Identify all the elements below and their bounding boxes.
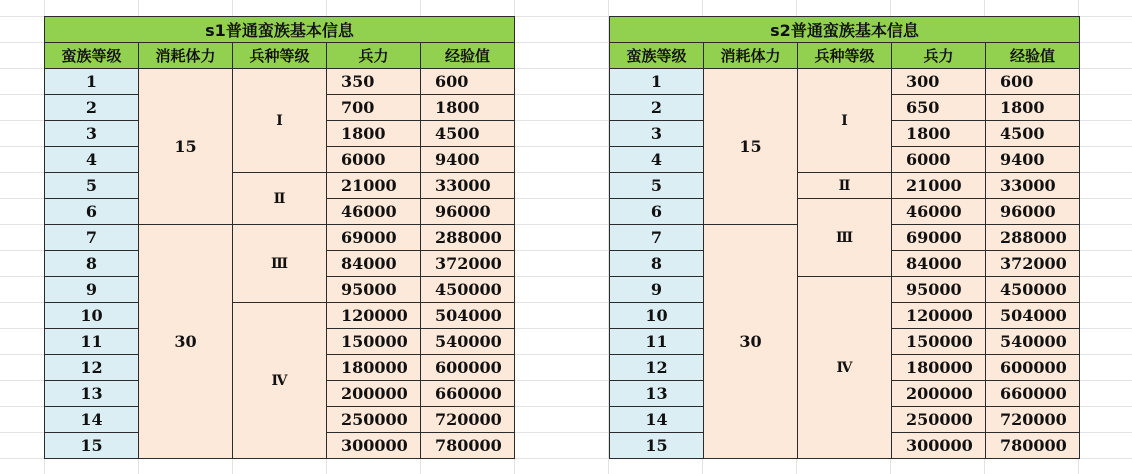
tier-cell[interactable]: Ⅱ xyxy=(233,173,327,225)
level-cell[interactable]: 10 xyxy=(45,303,139,329)
level-cell[interactable]: 5 xyxy=(610,173,704,199)
header-troops[interactable]: 兵力 xyxy=(327,43,421,69)
troops-cell[interactable]: 250000 xyxy=(327,407,421,433)
table-title[interactable]: s2普通蛮族基本信息 xyxy=(610,17,1080,43)
level-cell[interactable]: 4 xyxy=(45,147,139,173)
troops-cell[interactable]: 200000 xyxy=(892,381,986,407)
header-row xyxy=(610,43,1080,69)
level-cell[interactable]: 15 xyxy=(45,433,139,459)
stamina-cell[interactable]: 30 xyxy=(139,225,233,459)
tier-cell[interactable]: Ⅰ xyxy=(233,69,327,173)
troops-cell[interactable]: 200000 xyxy=(327,381,421,407)
header-stamina-cost[interactable]: 消耗体力 xyxy=(139,43,233,69)
table-row xyxy=(45,69,515,95)
exp-cell[interactable]: 504000 xyxy=(986,303,1080,329)
exp-cell[interactable]: 600 xyxy=(421,69,515,95)
exp-cell[interactable]: 9400 xyxy=(421,147,515,173)
header-row xyxy=(45,43,515,69)
troops-cell[interactable]: 95000 xyxy=(892,277,986,303)
exp-cell[interactable]: 372000 xyxy=(421,251,515,277)
level-cell[interactable]: 10 xyxy=(610,303,704,329)
level-cell[interactable]: 6 xyxy=(45,199,139,225)
tier-cell[interactable]: Ⅳ xyxy=(798,277,892,459)
level-cell[interactable]: 2 xyxy=(45,95,139,121)
troops-cell[interactable]: 700 xyxy=(327,95,421,121)
exp-cell[interactable]: 96000 xyxy=(421,199,515,225)
exp-cell[interactable]: 720000 xyxy=(986,407,1080,433)
troops-cell[interactable]: 120000 xyxy=(327,303,421,329)
tier-cell[interactable]: Ⅱ xyxy=(798,173,892,199)
exp-cell[interactable]: 1800 xyxy=(986,95,1080,121)
exp-cell[interactable]: 660000 xyxy=(421,381,515,407)
level-cell[interactable]: 12 xyxy=(610,355,704,381)
level-cell[interactable]: 11 xyxy=(610,329,704,355)
level-cell[interactable]: 5 xyxy=(45,173,139,199)
table-row xyxy=(610,69,1080,95)
header-troops[interactable]: 兵力 xyxy=(892,43,986,69)
exp-cell[interactable]: 540000 xyxy=(421,329,515,355)
level-cell[interactable]: 14 xyxy=(610,407,704,433)
tier-cell[interactable]: Ⅰ xyxy=(798,69,892,173)
exp-cell[interactable]: 9400 xyxy=(986,147,1080,173)
level-cell[interactable]: 12 xyxy=(45,355,139,381)
exp-cell[interactable]: 600000 xyxy=(421,355,515,381)
table-row xyxy=(610,173,1080,199)
troops-cell[interactable]: 6000 xyxy=(327,147,421,173)
exp-cell[interactable]: 504000 xyxy=(421,303,515,329)
s2-barbarian-table xyxy=(609,16,1080,459)
troops-cell[interactable]: 300000 xyxy=(892,433,986,459)
level-cell[interactable]: 3 xyxy=(45,121,139,147)
level-cell[interactable]: 1 xyxy=(45,69,139,95)
header-unit-tier[interactable]: 兵种等级 xyxy=(233,43,327,69)
level-cell[interactable]: 9 xyxy=(45,277,139,303)
table-row xyxy=(45,173,515,199)
troops-cell[interactable]: 150000 xyxy=(327,329,421,355)
exp-cell[interactable]: 600 xyxy=(986,69,1080,95)
level-cell[interactable]: 14 xyxy=(45,407,139,433)
exp-cell[interactable]: 96000 xyxy=(986,199,1080,225)
level-cell[interactable]: 3 xyxy=(610,121,704,147)
header-barbarian-level[interactable]: 蛮族等级 xyxy=(45,43,139,69)
troops-cell[interactable]: 21000 xyxy=(327,173,421,199)
tier-cell[interactable]: Ⅲ xyxy=(233,225,327,303)
level-cell[interactable]: 2 xyxy=(610,95,704,121)
troops-cell[interactable]: 250000 xyxy=(892,407,986,433)
title-row xyxy=(610,17,1080,43)
level-cell[interactable]: 11 xyxy=(45,329,139,355)
table-row xyxy=(45,225,515,251)
header-barbarian-level[interactable]: 蛮族等级 xyxy=(610,43,704,69)
header-stamina-cost[interactable]: 消耗体力 xyxy=(704,43,798,69)
troops-cell[interactable]: 650 xyxy=(892,95,986,121)
level-cell[interactable]: 7 xyxy=(45,225,139,251)
troops-cell[interactable]: 84000 xyxy=(327,251,421,277)
exp-cell[interactable]: 33000 xyxy=(421,173,515,199)
tier-cell[interactable]: Ⅲ xyxy=(798,199,892,277)
exp-cell[interactable]: 4500 xyxy=(986,121,1080,147)
exp-cell[interactable]: 288000 xyxy=(421,225,515,251)
level-cell[interactable]: 6 xyxy=(610,199,704,225)
table-row xyxy=(45,303,515,329)
troops-cell[interactable]: 69000 xyxy=(892,225,986,251)
troops-cell[interactable]: 180000 xyxy=(892,355,986,381)
table-title[interactable]: s1普通蛮族基本信息 xyxy=(45,17,515,43)
troops-cell[interactable]: 1800 xyxy=(892,121,986,147)
exp-cell[interactable]: 1800 xyxy=(421,95,515,121)
exp-cell[interactable]: 600000 xyxy=(986,355,1080,381)
troops-cell[interactable]: 300 xyxy=(892,69,986,95)
exp-cell[interactable]: 780000 xyxy=(986,433,1080,459)
exp-cell[interactable]: 540000 xyxy=(986,329,1080,355)
troops-cell[interactable]: 84000 xyxy=(892,251,986,277)
level-cell[interactable]: 13 xyxy=(45,381,139,407)
stamina-cell[interactable]: 15 xyxy=(704,69,798,225)
header-experience[interactable]: 经验值 xyxy=(421,43,515,69)
level-cell[interactable]: 8 xyxy=(610,251,704,277)
title-row xyxy=(45,17,515,43)
stamina-cell[interactable]: 15 xyxy=(139,69,233,225)
troops-cell[interactable]: 95000 xyxy=(327,277,421,303)
level-cell[interactable]: 7 xyxy=(610,225,704,251)
exp-cell[interactable]: 780000 xyxy=(421,433,515,459)
exp-cell[interactable]: 33000 xyxy=(986,173,1080,199)
exp-cell[interactable]: 660000 xyxy=(986,381,1080,407)
troops-cell[interactable]: 46000 xyxy=(327,199,421,225)
table-row xyxy=(610,277,1080,303)
troops-cell[interactable]: 21000 xyxy=(892,173,986,199)
troops-cell[interactable]: 350 xyxy=(327,69,421,95)
exp-cell[interactable]: 720000 xyxy=(421,407,515,433)
exp-cell[interactable]: 450000 xyxy=(986,277,1080,303)
level-cell[interactable]: 4 xyxy=(610,147,704,173)
header-unit-tier[interactable]: 兵种等级 xyxy=(798,43,892,69)
table-row xyxy=(610,199,1080,225)
troops-cell[interactable]: 180000 xyxy=(327,355,421,381)
exp-cell[interactable]: 450000 xyxy=(421,277,515,303)
troops-cell[interactable]: 300000 xyxy=(327,433,421,459)
stamina-cell[interactable]: 30 xyxy=(704,225,798,459)
exp-cell[interactable]: 288000 xyxy=(986,225,1080,251)
troops-cell[interactable]: 120000 xyxy=(892,303,986,329)
level-cell[interactable]: 9 xyxy=(610,277,704,303)
exp-cell[interactable]: 4500 xyxy=(421,121,515,147)
troops-cell[interactable]: 1800 xyxy=(327,121,421,147)
s1-barbarian-table xyxy=(44,16,515,459)
troops-cell[interactable]: 6000 xyxy=(892,147,986,173)
level-cell[interactable]: 1 xyxy=(610,69,704,95)
exp-cell[interactable]: 372000 xyxy=(986,251,1080,277)
tier-cell[interactable]: Ⅳ xyxy=(233,303,327,459)
troops-cell[interactable]: 69000 xyxy=(327,225,421,251)
troops-cell[interactable]: 150000 xyxy=(892,329,986,355)
level-cell[interactable]: 13 xyxy=(610,381,704,407)
header-experience[interactable]: 经验值 xyxy=(986,43,1080,69)
level-cell[interactable]: 8 xyxy=(45,251,139,277)
troops-cell[interactable]: 46000 xyxy=(892,199,986,225)
level-cell[interactable]: 15 xyxy=(610,433,704,459)
